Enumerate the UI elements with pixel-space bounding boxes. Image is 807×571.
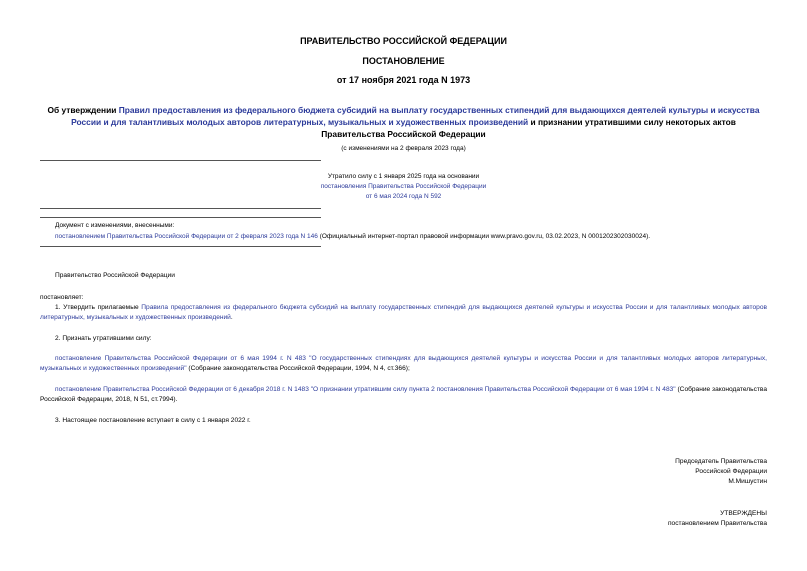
expired-line: Утратило силу с 1 января 2025 года на основании	[327, 173, 480, 180]
rules-link[interactable]: Правила предоставления из федерального бюджета субсидий на выплату государственных стипендий для выдающихся деятелей культуры и искусства России и для талантливых молодых авторов литературных, музыкальных и художественных произведений	[40, 304, 767, 321]
signature-country: Российской Федерации	[695, 468, 767, 475]
amendments-label: Документ с изменениями, внесенными:	[55, 222, 175, 229]
paragraph-1-prefix: 1. Утвердить прилагаемые	[55, 304, 142, 311]
signature-title: Председатель Правительства	[675, 458, 767, 465]
signature-name: М.Мишустин	[728, 478, 767, 485]
paragraph-2a	[40, 354, 767, 374]
government-heading: ПРАВИТЕЛЬСТВО РОССИЙСКОЙ ФЕДЕРАЦИИ	[300, 36, 507, 46]
paragraph-2b	[40, 385, 767, 405]
expired-note	[0, 172, 807, 202]
rules-title-link[interactable]: Правил предоставления из федерального бюджета субсидий на выплату государственных стипендий для выдающихся деятелей культуры и искусства России и для талантливых молодых авторов литературных, музыкальных и художественных произведений	[71, 105, 760, 127]
repealed-act-1-source: (Собрание законодательства Российской Федерации, 1994, N 4, ст.366);	[186, 365, 410, 372]
signature-block	[675, 457, 767, 487]
expired-link-2[interactable]: от 6 мая 2024 года N 592	[365, 193, 442, 200]
divider	[40, 208, 321, 209]
repealed-act-2-link[interactable]: постановление Правительства Российской Федерации от 6 декабря 2018 г. N 1483 "О признании утратившим силу пункта 2 постановления Правительства Российской Федерации от 6 мая 1994 г. N 483"	[55, 386, 676, 393]
title-prefix: Об утверждении	[47, 105, 119, 115]
approved-by: постановлением Правительства	[667, 520, 767, 527]
approved-block	[668, 509, 767, 529]
amendment-source: (Официальный интернет-портал правовой информации www.pravo.gov.ru, 03.02.2023, N 0001202302030024).	[317, 233, 651, 240]
amendment-link[interactable]: постановлением Правительства Российской Федерации от 2 февраля 2023 года N 146	[55, 233, 318, 240]
body-government: Правительство Российской Федерации	[55, 272, 175, 279]
document-type: ПОСТАНОВЛЕНИЕ	[362, 56, 445, 66]
body-resolves: постановляет:	[40, 294, 84, 301]
repealed-act-1-link[interactable]: постановление Правительства Российской Федерации от 6 мая 1994 г. N 483 "О государственных стипендиях для выдающихся деятелей культуры и искусства России и для талантливых молодых авторов литературных, музыкальных и художественных произведений"	[40, 355, 767, 372]
paragraph-3: 3. Настоящее постановление вступает в силу с 1 января 2022 г.	[55, 417, 251, 424]
paragraph-1-suffix: .	[230, 314, 233, 321]
title-suffix: и признании утратившими силу некоторых актов Правительства Российской Федерации	[321, 117, 736, 139]
expired-link-1[interactable]: постановления Правительства Российской Федерации	[320, 183, 487, 190]
paragraph-1	[40, 303, 767, 323]
divider	[40, 160, 321, 161]
document-date: от 17 ноября 2021 года N 1973	[336, 75, 471, 85]
divider	[40, 246, 321, 247]
approved-label: УТВЕРЖДЕНЫ	[720, 510, 767, 517]
paragraph-2: 2. Признать утратившими силу:	[55, 335, 152, 342]
document-title	[40, 104, 767, 140]
amendments-line	[55, 232, 775, 242]
edition-note: (с изменениями на 2 февраля 2023 года)	[341, 145, 466, 152]
repealed-act-2-source: (Собрание законодательства Российской Федерации, 2018, N 51, ст.7994).	[40, 386, 767, 403]
divider	[40, 217, 321, 218]
